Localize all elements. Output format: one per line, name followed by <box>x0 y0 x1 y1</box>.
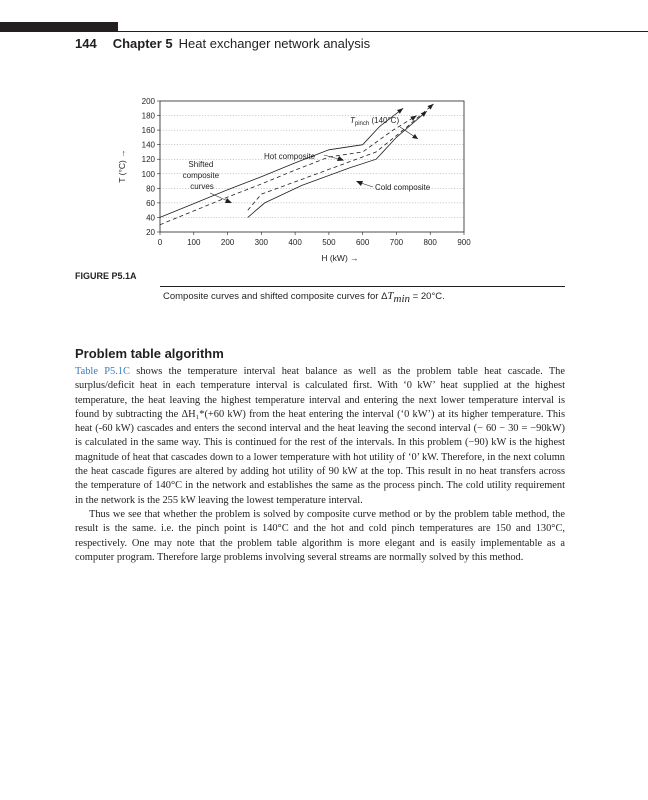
pinch-annotation-t: T <box>350 116 355 125</box>
cold-composite-label: Cold composite <box>375 183 431 192</box>
chapter-title: Heat exchanger network analysis <box>178 36 371 51</box>
pinch-annotation-value: (140°C) <box>369 116 400 125</box>
chapter-label: Chapter 5 <box>112 36 173 51</box>
series-arrowhead-0 <box>397 108 403 114</box>
table-reference-link[interactable]: Table P5.1C <box>75 366 130 377</box>
x-tick-label: 800 <box>423 238 437 247</box>
caption-t: T <box>387 290 394 302</box>
pinch-annotation <box>350 116 399 127</box>
y-axis-label: T (°C) → <box>117 149 127 183</box>
paragraph-1 <box>75 365 565 508</box>
x-tick-label: 700 <box>389 238 404 247</box>
caption-prefix: Composite curves and shifted composite curves for Δ <box>163 291 388 302</box>
figure-caption-rule <box>160 286 565 287</box>
figure-caption <box>163 290 445 305</box>
y-tick-label: 80 <box>146 184 155 194</box>
cold-composite-arrowhead <box>356 181 363 186</box>
series-arrowhead-2 <box>410 116 416 121</box>
running-head <box>75 36 370 51</box>
x-tick-label: 200 <box>220 238 235 247</box>
caption-sub: min <box>393 292 411 305</box>
x-tick-label: 500 <box>322 238 336 247</box>
y-tick-label: 200 <box>141 97 155 106</box>
y-tick-label: 100 <box>141 169 155 179</box>
shifted-label-line-1: Shifted <box>188 160 214 169</box>
y-tick-label: 140 <box>141 140 155 150</box>
x-tick-label: 300 <box>254 238 269 247</box>
x-axis-label: H (kW) → <box>321 253 359 263</box>
page-number: 144 <box>75 36 97 51</box>
paragraph-2: Thus we see that whether the problem is solved by composite curve method or by the problem table method, the result is the same. i.e. the pinch point is 140°C and the hot and cold pinch temperatures are 150 and 130°C, respectively. One may note that the problem table algorithm is more elegant and is easily implementable as a computer program. Therefore large problems involving several streams are normally solved by this method. <box>75 508 565 563</box>
pinch-annotation-sub: pinch <box>354 121 370 127</box>
y-tick-label: 60 <box>146 198 155 208</box>
x-tick-label: 900 <box>457 238 471 247</box>
body-text <box>75 365 565 565</box>
figure-label: FIGURE P5.1A <box>75 271 137 281</box>
y-tick-label: 160 <box>141 126 155 136</box>
header-rule <box>0 31 648 32</box>
shifted-label-arrowhead <box>225 198 232 203</box>
x-tick-label: 100 <box>187 238 201 247</box>
y-tick-label: 120 <box>141 155 155 165</box>
paragraph-1-text: shows the temperature interval heat balance as well as the problem table heat cascade. The surplus/deficit heat in each temperature interval is calculated first. With ‘0 kW’ heat supplied at the highest temperature, the heat leaving the highest temperature interval and entering the next lower temperature interval is found by subtracting the ΔH₁*(+60 kW) from the heat entering the interval (‘0 kW’) at its higher temperature. This heat (-60 kW) cascades and enters the second interval and the heat leaving the second interval (− 60 − 30 = −90kW) is calculated in the same way. This is continued for the rest of the intervals. In this problem (−90) kW is the highest magnitude of heat that cascades down to a lower temperature with hot utility of ‘0’ kW. Therefore, in the next column the heat cascade figures are altered by adding hot utility of 90 kW at the top. This result in no heat transfers across the temperature of 140°C in the network and establishes the same as the process pinch. The cold utility requirement in the network is the 255 kW leaving the lowest temperature interval. <box>75 366 565 506</box>
section-heading: Problem table algorithm <box>75 346 224 361</box>
x-tick-label: 600 <box>355 238 370 247</box>
hot-composite-arrowhead <box>337 156 344 161</box>
hot-composite-label: Hot composite <box>264 152 316 161</box>
shifted-label-line-3: curves <box>190 182 214 191</box>
header-bar <box>0 22 118 31</box>
x-tick-label: 400 <box>288 238 302 247</box>
shifted-label-line-2: composite <box>182 171 220 180</box>
caption-suffix: = 20°C. <box>410 291 445 302</box>
y-tick-label: 20 <box>146 228 155 237</box>
shifted-curves-label <box>183 160 222 191</box>
x-tick-label: 0 <box>157 238 163 247</box>
y-tick-label: 180 <box>141 111 155 121</box>
y-tick-label: 40 <box>146 213 155 223</box>
pinch-arrowhead <box>412 134 418 139</box>
composite-curves-chart <box>110 92 530 270</box>
